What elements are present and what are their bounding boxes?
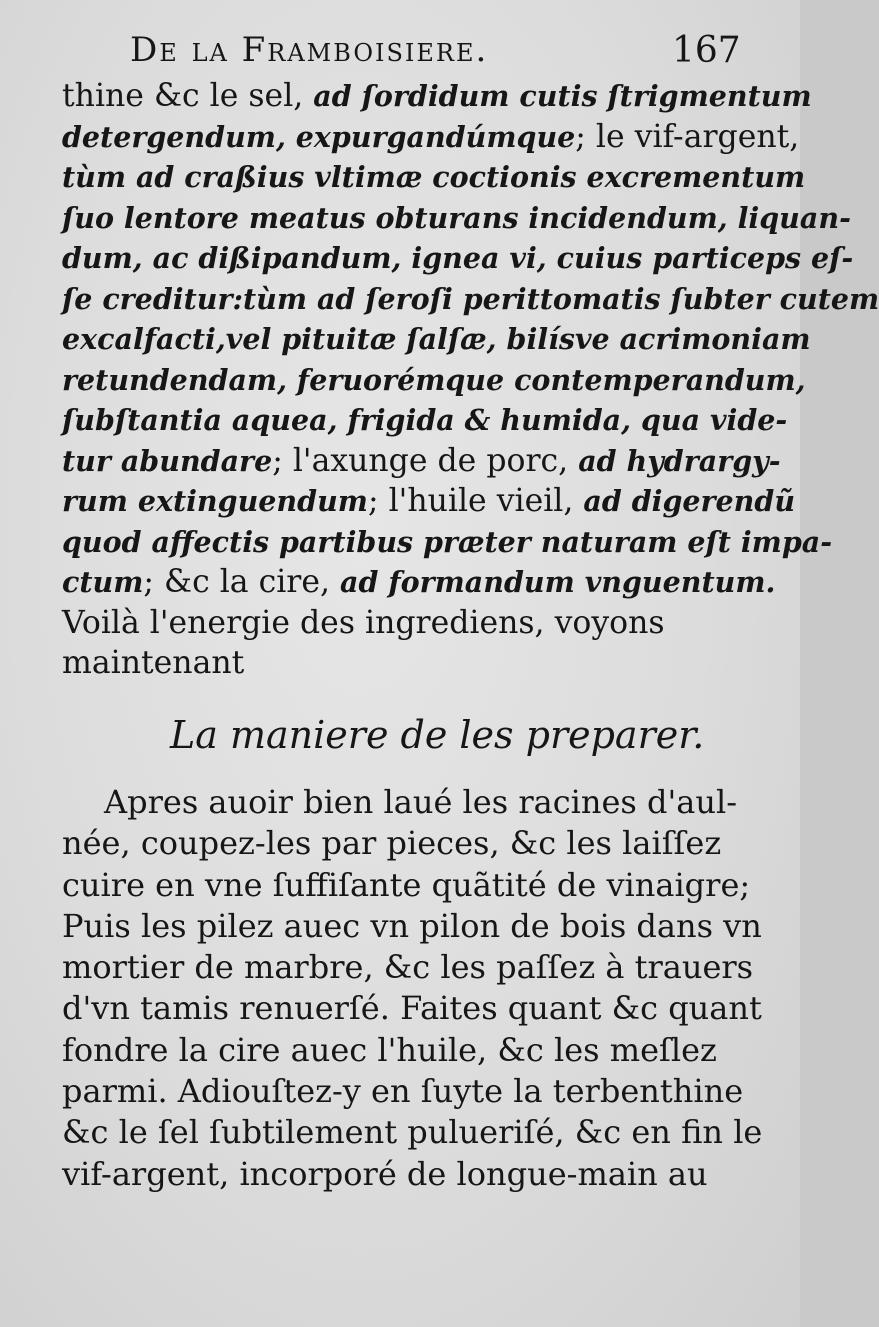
text-line bbox=[62, 643, 752, 684]
latin-text: ad formandum vnguentum. bbox=[340, 565, 776, 599]
latin-text: detergendum, expurgandúmque bbox=[62, 119, 576, 154]
french-text: Voilà l'energie des ingrediens, voyons bbox=[62, 604, 665, 641]
latin-text: ſubſtantia aquea, frigida & humida, qua vide- bbox=[62, 403, 788, 437]
recipe-text bbox=[62, 782, 763, 1195]
running-head: De la Framboisiere. bbox=[130, 30, 489, 70]
text-line: parmi. Adiouſtez-y en ſuyte la terbenthine bbox=[62, 1072, 744, 1111]
text-line bbox=[62, 400, 788, 441]
text-line bbox=[62, 481, 796, 522]
text-line: mortier de marbre, &c les paſſez à trauers bbox=[62, 948, 754, 987]
text-line: cuire en vne ſuffiſante quãtité de vinaigre; bbox=[62, 865, 751, 904]
text-line bbox=[62, 76, 812, 117]
text-line: née, coupez-les par pieces, &c les laiſſez bbox=[62, 824, 722, 863]
latin-text: tur abundare bbox=[62, 443, 273, 478]
french-text: ; le vif-argent, bbox=[575, 118, 800, 155]
section-heading: La maniere de les preparer. bbox=[170, 713, 705, 757]
french-text: ; &c la cire, bbox=[143, 564, 341, 600]
text-line bbox=[62, 562, 776, 603]
text-line bbox=[62, 522, 833, 563]
french-text: maintenant bbox=[62, 645, 245, 681]
text-line bbox=[62, 198, 851, 239]
text-line bbox=[62, 279, 879, 320]
latin-text: ad digerendũ bbox=[583, 484, 796, 518]
latin-text: ad hydrargy- bbox=[578, 443, 781, 478]
text-line bbox=[62, 238, 854, 279]
text-line: d'vn tamis renuerſé. Faites quant &c quant bbox=[62, 989, 762, 1028]
latin-text: dum, ac dißipandum, ignea vi, cuius particeps eſ- bbox=[62, 241, 854, 275]
french-text: thine &c le sel, bbox=[62, 78, 314, 114]
text-line: Puis les pilez auec vn pilon de bois dans vn bbox=[62, 906, 762, 945]
text-line bbox=[62, 360, 806, 401]
latin-text: quod affectis partibus præter naturam eſt impa- bbox=[62, 524, 833, 559]
latin-text: excalfacti,vel pituitæ ſalſæ, bilísve acrimoniam bbox=[62, 322, 811, 356]
latin-text: ctum bbox=[62, 565, 144, 599]
text-line: fondre la cire auec l'huile, &c les meſlez bbox=[62, 1030, 717, 1069]
text-line bbox=[62, 603, 752, 644]
text-line: vif-argent, incorporé de longue-main au bbox=[62, 1154, 708, 1193]
text-line: Apres auoir bien laué les racines d'aul- bbox=[104, 783, 737, 821]
latin-text: rum extinguendum bbox=[62, 484, 368, 518]
latin-text: ſe creditur:tùm ad ſeroſi perittomatis ſubter cutem bbox=[62, 281, 879, 316]
french-text: ; l'axunge de porc, bbox=[272, 442, 579, 479]
latin-text: ad ſordidum cutis ſtrigmentum bbox=[313, 79, 812, 113]
french-text: ; l'huile vieil, bbox=[367, 483, 584, 519]
text-line bbox=[62, 441, 781, 482]
text-line bbox=[62, 117, 800, 158]
text-line bbox=[62, 157, 806, 198]
latin-text: retundendam, feruorémque contemperandum, bbox=[62, 362, 806, 397]
latin-text: tùm ad craßius vltimæ coctionis excrementum bbox=[62, 160, 806, 194]
passage-text bbox=[62, 76, 879, 684]
text-line: &c le ſel ſubtilement pulueriſé, &c en fin le bbox=[62, 1113, 763, 1152]
page-number: 167 bbox=[672, 30, 741, 71]
latin-text: ſuo lentore meatus obturans incidendum, liquan- bbox=[62, 200, 851, 235]
text-line bbox=[62, 319, 811, 360]
